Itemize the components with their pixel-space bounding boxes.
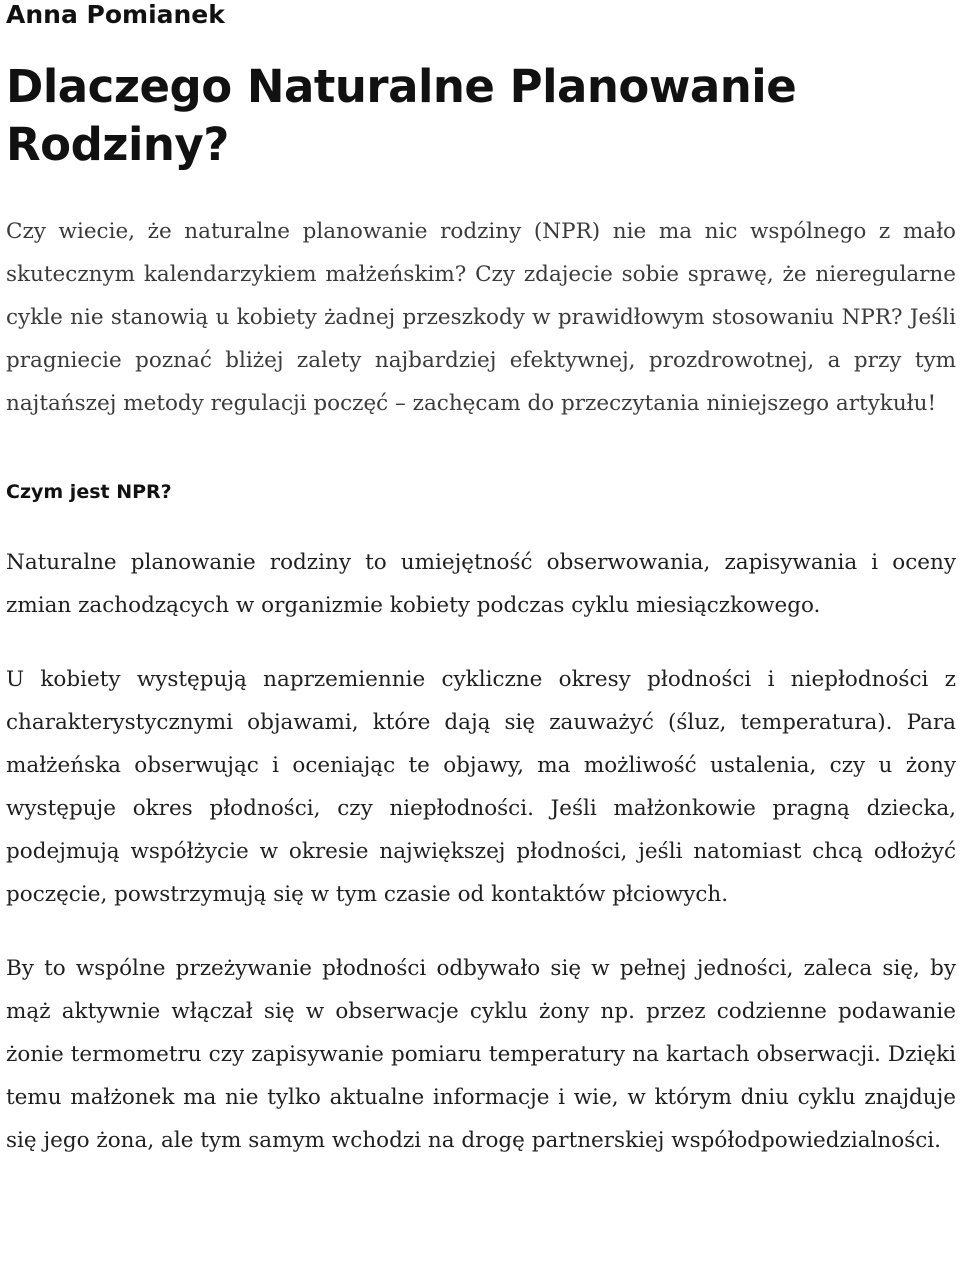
body-paragraph-1: Naturalne planowanie rodziny to umiejętność obserwowania, zapisywania i oceny zmian zachodzących w organizmie kobiety podczas cyklu miesiączkowego. — [6, 550, 956, 618]
author-name: Anna Pomianek — [6, 0, 225, 29]
section-heading: Czym jest NPR? — [6, 481, 172, 503]
body-paragraph-3: By to wspólne przeżywanie płodności odbywało się w pełnej jedności, zaleca się, by mąż aktywnie włączał się w obserwacje cyklu żony np. przez codzienne podawanie żonie termometru czy zapisywanie pomiaru temperatury na kartach obserwacji. Dzięki temu małżonek ma nie tylko aktualne informacje i wie, w którym dniu cyklu znajduje się jego żona, ale tym samym wchodzi na drogę partnerskiej współodpowiedzialności. — [6, 956, 956, 1153]
body-paragraph-2: U kobiety występują naprzemiennie cykliczne okresy płodności i niepłodności z charakterystycznymi objawami, które dają się zauważyć (śluz, temperatura). Para małżeńska obserwując i oceniając te objawy, ma możliwość ustalenia, czy u żony występuje okres płodności, czy niepłodności. Jeśli małżonkowie pragną dziecka, podejmują współżycie w okresie największej płodności, jeśli natomiast chcą odłożyć poczęcie, powstrzymują się w tym czasie od kontaktów płciowych. — [6, 667, 956, 907]
lead-paragraph: Czy wiecie, że naturalne planowanie rodziny (NPR) nie ma nic wspólnego z mało skutecznym kalendarzykiem małżeńskim? Czy zdajecie sobie sprawę, że nieregularne cykle nie stanowią u kobiety żadnej przeszkody w prawidłowym stosowaniu NPR? Jeśli pragniecie poznać bliżej zalety najbardziej efektywnej, prozdrowotnej, a przy tym najtańszej metody regulacji poczęć – zachęcam do przeczytania niniejszego artykułu! — [6, 219, 956, 416]
article-title: Dlaczego Naturalne Planowanie Rodziny? — [6, 60, 797, 171]
